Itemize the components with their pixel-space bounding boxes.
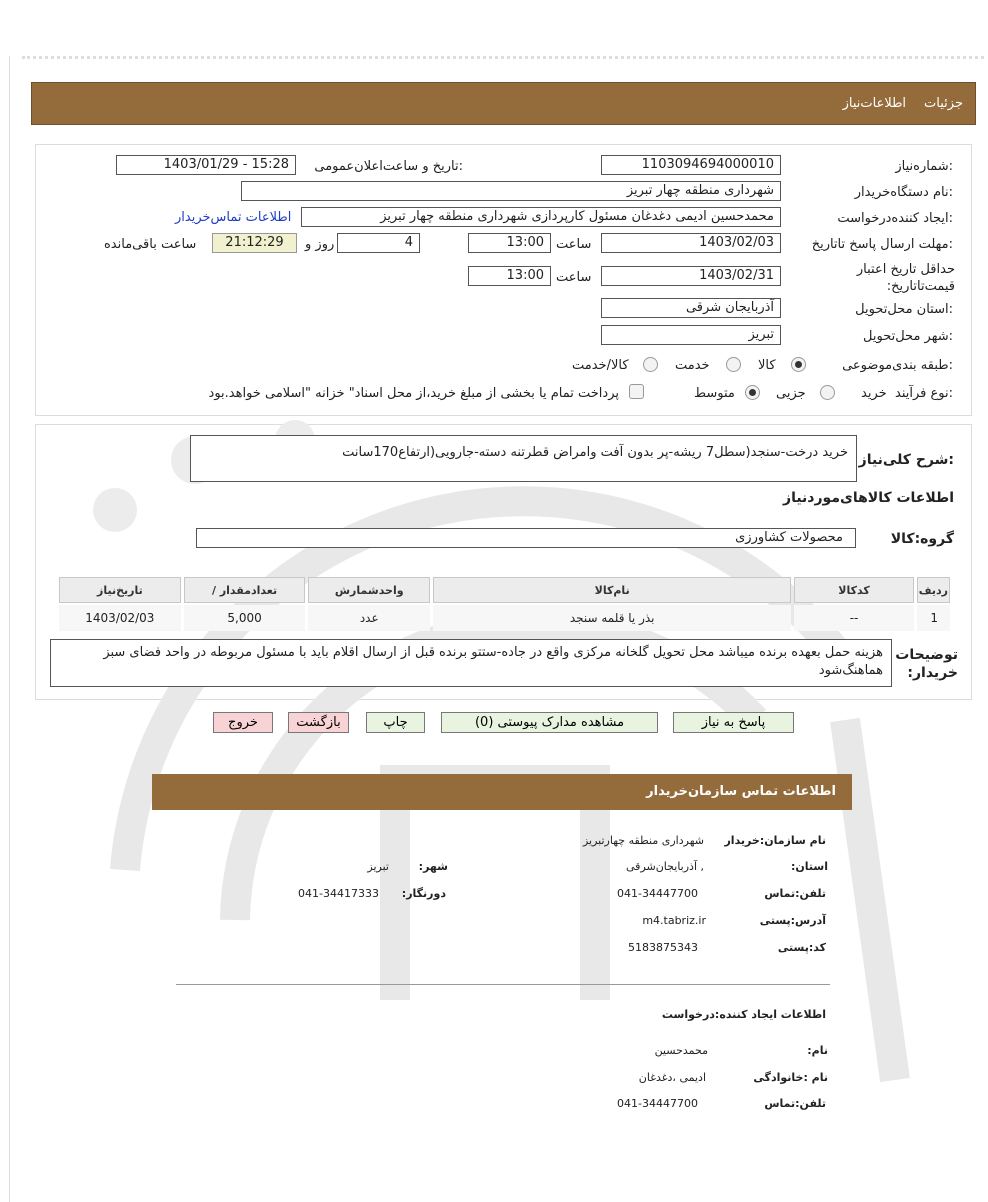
category-goods-service-label: کالا/خدمت <box>572 358 629 373</box>
contact-org-value: شهرداری منطقه چهارتبریز <box>582 834 704 847</box>
process-purchase-label: خرید <box>861 386 887 401</box>
category-goods-radio[interactable] <box>791 357 806 372</box>
contact-divider <box>176 984 830 985</box>
creator-family-value: ادیمی ،دغدغان <box>638 1071 706 1084</box>
creator-phone-label: تلفن:تماس <box>764 1097 826 1110</box>
process-medium-radio[interactable] <box>745 385 760 400</box>
contact-province-value: آذربایجان‌شرقی , <box>626 860 704 873</box>
creator-info-heading: اطلاعات ایجاد کننده:درخواست <box>661 1008 826 1021</box>
table-row <box>59 605 950 631</box>
validity-time-label: ساعت <box>556 270 592 285</box>
buyer-notes-label: توضیحات خریدار: <box>895 647 958 681</box>
contact-postal-value: 5183875343 <box>628 941 698 954</box>
contact-province-label: :استان <box>790 860 828 873</box>
process-minor-radio[interactable] <box>820 385 835 400</box>
city-field: تبریز <box>601 325 781 345</box>
contact-postal-label: کد:پستی <box>777 941 826 954</box>
contact-phone-value: 041-34447700 <box>617 887 698 900</box>
tab-details[interactable]: جزئیات <box>924 96 963 111</box>
process-medium-label: متوسط <box>694 386 735 401</box>
buyer-contact-link[interactable]: اطلاعات تماس‌خریدار <box>175 210 292 225</box>
validity-date-field: 1403/02/31 <box>601 266 781 286</box>
contact-fax-label: :دورنگار <box>401 887 446 900</box>
category-goods-service-radio[interactable] <box>643 357 658 372</box>
province-label: استان محل‌تحویل: <box>855 302 953 317</box>
category-label: طبقه بندی‌موضوعی: <box>842 358 953 373</box>
deadline-time-label: ساعت <box>556 237 592 252</box>
tab-need-info[interactable]: اطلاعات‌نیاز <box>842 96 907 111</box>
remaining-label: ساعت باقی‌مانده <box>104 237 197 252</box>
process-minor-label: جزیی <box>776 386 806 401</box>
exit-button[interactable]: خروج <box>213 712 273 733</box>
buyer-contact-header: اطلاعات تماس سازمان‌خریدار <box>152 774 852 810</box>
goods-info-heading: اطلاعات کالاهای‌مورد‌نیاز <box>783 490 954 506</box>
creator-phone-value: 041-34447700 <box>617 1097 698 1110</box>
back-button[interactable]: بازگشت <box>288 712 349 733</box>
cell-code: -- <box>794 605 914 631</box>
announce-field: 1403/01/29 - 15:28 <box>116 155 296 175</box>
creator-field: محمدحسین ادیمی دغدغان مسئول کارپردازی شهرداری منطقه چهار تبریز <box>301 207 781 227</box>
province-field: آذربایجان شرقی <box>601 298 781 318</box>
announce-label: تاریخ و ساعت‌اعلان‌عمومی: <box>314 159 463 174</box>
buyer-org-label: نام دستگاه‌خریدار: <box>854 185 953 200</box>
goods-group-field: محصولات کشاورزی <box>196 528 856 548</box>
creator-name-value: محمدحسین <box>654 1044 708 1057</box>
page-edge <box>9 56 10 1202</box>
dotted-divider <box>22 56 984 59</box>
validity-label: حداقل تاریخ اعتبار قیمت‌تا‌تاریخ: <box>856 262 955 294</box>
col-code: کدکالا <box>794 577 914 603</box>
contact-city-value: تبریز <box>367 860 389 873</box>
summary-field: خرید درخت-سنجد(سطل7 ریشه-پر بدون آفت وامراض قطرتنه دسته-جارویی(ارتفاع170سانت <box>190 435 857 482</box>
col-unit: واحد‌شمارش <box>308 577 430 603</box>
col-name: نام‌کالا <box>433 577 791 603</box>
contact-city-label: :شهر <box>418 860 448 873</box>
deadline-label: مهلت ارسال پاسخ تا‌تاریخ: <box>811 237 953 252</box>
need-number-label: شماره‌نیاز: <box>895 159 953 174</box>
days-field: 4 <box>337 233 420 253</box>
cell-name: بذر یا قلمه سنجد <box>433 605 791 631</box>
treasury-payment-note: پرداخت تمام یا بخشی از مبلغ خرید،از محل اسناد" خزانه "اسلامی خواهد.بود <box>208 386 619 401</box>
creator-name-label: :نام <box>807 1044 828 1057</box>
summary-label: شرح کلی‌نیاز: <box>858 452 954 468</box>
cell-row: 1 <box>917 605 950 631</box>
contact-address-value: m4.tabriz.ir <box>642 914 706 927</box>
buyer-notes-field: هزینه حمل بعهده برنده میباشد محل تحویل گلخانه مرکزی واقع در جاده-ستتو برنده قبل از ارسال اقلام باید با مسئول مربوطه در واحد فضای سبز هماهنگ‌شود <box>50 639 892 687</box>
col-row: ردیف <box>917 577 950 603</box>
goods-table-header <box>59 577 950 603</box>
treasury-payment-checkbox[interactable] <box>629 384 644 399</box>
buyer-org-field: شهرداری منطقه چهار تبریز <box>241 181 781 201</box>
creator-family-label: نام :خانوادگی <box>753 1071 828 1084</box>
contact-phone-label: تلفن:تماس <box>764 887 826 900</box>
col-quantity: تعداد‌مقدار / <box>184 577 306 603</box>
goods-group-label: گروه:کالا <box>890 531 954 547</box>
need-number-field: 1103094694000010 <box>601 155 781 175</box>
attachments-button[interactable]: مشاهده مدارک پیوستی (0) <box>441 712 658 733</box>
deadline-time-field: 13:00 <box>468 233 551 253</box>
print-button[interactable]: چاپ <box>366 712 425 733</box>
cell-unit: عدد <box>308 605 430 631</box>
days-label: روز و <box>305 237 335 252</box>
cell-need-date: 1403/02/03 <box>59 605 181 631</box>
creator-label: ایجاد کننده‌درخواست: <box>837 211 953 226</box>
reply-button[interactable]: پاسخ به نیاز <box>673 712 794 733</box>
contact-address-label: آدرس:پستی <box>759 914 826 927</box>
goods-table <box>56 575 953 633</box>
category-service-radio[interactable] <box>726 357 741 372</box>
top-tab-bar <box>31 82 976 125</box>
validity-time-field: 13:00 <box>468 266 551 286</box>
contact-org-label: نام سازمان:خریدار <box>724 834 826 847</box>
col-need-date: تاریخ‌نیاز <box>59 577 181 603</box>
deadline-date-field: 1403/02/03 <box>601 233 781 253</box>
cell-quantity: 5,000 <box>184 605 306 631</box>
remaining-timer: 21:12:29 <box>212 233 297 253</box>
category-service-label: خدمت <box>675 358 710 373</box>
contact-fax-value: 041-34417333 <box>298 887 379 900</box>
city-label: شهر محل‌تحویل: <box>863 329 953 344</box>
category-goods-label: کالا <box>758 358 776 373</box>
process-label: نوع فرآیند: <box>895 386 953 401</box>
